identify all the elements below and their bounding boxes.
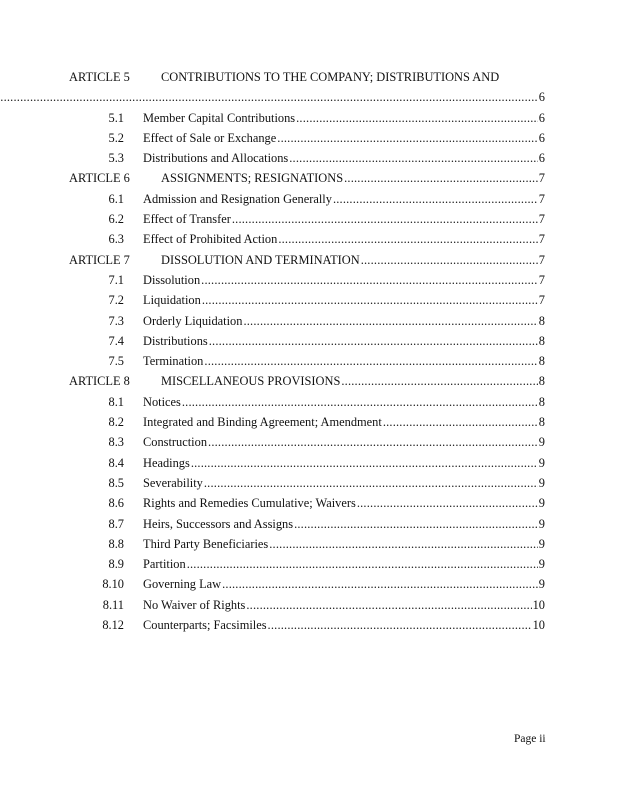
section-title: No Waiver of Rights bbox=[143, 597, 246, 612]
dot-leader bbox=[232, 209, 538, 229]
dot-leader bbox=[268, 615, 532, 635]
section-number: 6.3 bbox=[108, 232, 124, 247]
section-number: 7.4 bbox=[108, 333, 124, 348]
page-number: 8 bbox=[538, 313, 545, 328]
section-number: 8.11 bbox=[102, 597, 124, 612]
dot-leader bbox=[277, 128, 538, 148]
page-number: 6 bbox=[538, 110, 545, 125]
page-number: 9 bbox=[538, 536, 545, 551]
section-number: 8.9 bbox=[108, 557, 124, 572]
section-number: 8.7 bbox=[108, 516, 124, 531]
section-number: 8.4 bbox=[108, 455, 124, 470]
article-number: ARTICLE 8 bbox=[69, 374, 130, 389]
page-number: 9 bbox=[538, 455, 545, 470]
dot-leader bbox=[357, 493, 538, 513]
toc-section-7-3[interactable] bbox=[69, 311, 545, 331]
toc-section-8-9[interactable] bbox=[69, 554, 545, 574]
toc-section-6-3[interactable] bbox=[69, 229, 545, 249]
toc-section-8-3[interactable] bbox=[69, 432, 545, 452]
page-number: 7 bbox=[538, 293, 545, 308]
toc-section-8-7[interactable] bbox=[69, 514, 545, 534]
dot-leader bbox=[222, 574, 538, 594]
page-number: 9 bbox=[538, 435, 545, 450]
article-number: ARTICLE 7 bbox=[69, 252, 130, 267]
toc-section-5-3[interactable] bbox=[69, 148, 545, 168]
section-number: 6.1 bbox=[108, 191, 124, 206]
dot-leader bbox=[204, 473, 538, 493]
dot-leader bbox=[383, 412, 538, 432]
dot-leader bbox=[278, 229, 537, 249]
toc-article-5[interactable] bbox=[69, 67, 545, 108]
page-number: 8 bbox=[538, 374, 545, 389]
section-title: Admission and Resignation Generally bbox=[143, 191, 332, 206]
dot-leader bbox=[187, 554, 538, 574]
toc-section-6-1[interactable] bbox=[69, 189, 545, 209]
toc-article-7[interactable] bbox=[69, 250, 545, 270]
dot-leader bbox=[344, 168, 538, 188]
page-number: 10 bbox=[532, 618, 545, 633]
article-number: ARTICLE 5 bbox=[69, 70, 130, 84]
page-number: 6 bbox=[538, 151, 545, 166]
page-number: 9 bbox=[538, 577, 545, 592]
section-number: 8.3 bbox=[108, 435, 124, 450]
toc-section-8-10[interactable] bbox=[69, 574, 545, 594]
article-title: ASSIGNMENTS; RESIGNATIONS bbox=[161, 171, 344, 186]
section-number: 8.10 bbox=[102, 577, 124, 592]
page-number: 9 bbox=[538, 475, 545, 490]
dot-leader bbox=[361, 250, 538, 270]
dot-leader bbox=[202, 290, 538, 310]
section-title: Orderly Liquidation bbox=[143, 313, 243, 328]
page-number: 9 bbox=[538, 557, 545, 572]
section-title: Dissolution bbox=[143, 272, 201, 287]
dot-leader bbox=[333, 189, 538, 209]
page-number: 7 bbox=[538, 272, 545, 287]
section-title: Headings bbox=[143, 455, 190, 470]
dot-leader bbox=[246, 595, 531, 615]
dot-leader bbox=[243, 311, 537, 331]
section-title: Counterparts; Facsimiles bbox=[143, 618, 267, 633]
section-title: Effect of Sale or Exchange bbox=[143, 130, 277, 145]
page-number: 9 bbox=[538, 496, 545, 511]
toc-section-8-5[interactable] bbox=[69, 473, 545, 493]
section-title: Notices bbox=[143, 394, 181, 409]
section-title: Distributions and Allocations bbox=[143, 151, 289, 166]
toc-section-8-11[interactable] bbox=[69, 595, 545, 615]
page-number: 7 bbox=[538, 212, 545, 227]
page-number: 7 bbox=[538, 232, 545, 247]
toc-section-8-8[interactable] bbox=[69, 534, 545, 554]
dot-leader bbox=[182, 392, 538, 412]
toc-section-7-2[interactable] bbox=[69, 290, 545, 310]
section-title: Third Party Beneficiaries bbox=[143, 536, 269, 551]
section-number: 7.2 bbox=[108, 293, 124, 308]
section-number: 5.3 bbox=[108, 151, 124, 166]
toc-section-7-1[interactable] bbox=[69, 270, 545, 290]
table-of-contents bbox=[69, 67, 545, 635]
section-number: 8.8 bbox=[108, 536, 124, 551]
dot-leader bbox=[209, 331, 538, 351]
dot-leader bbox=[294, 514, 538, 534]
dot-leader bbox=[191, 453, 538, 473]
page-number: 10 bbox=[532, 597, 545, 612]
section-number: 8.2 bbox=[108, 415, 124, 430]
section-title: Rights and Remedies Cumulative; Waivers bbox=[143, 496, 356, 511]
article-title: DISSOLUTION AND TERMINATION bbox=[161, 252, 360, 267]
page-number: 7 bbox=[538, 191, 545, 206]
dot-leader bbox=[208, 432, 538, 452]
dot-leader bbox=[0, 87, 538, 107]
section-title: Liquidation bbox=[143, 293, 201, 308]
section-title: Member Capital Contributions bbox=[143, 110, 296, 125]
toc-section-7-5[interactable] bbox=[69, 351, 545, 371]
page-number: 6 bbox=[538, 90, 545, 105]
toc-section-8-12[interactable] bbox=[69, 615, 545, 635]
toc-section-7-4[interactable] bbox=[69, 331, 545, 351]
dot-leader bbox=[296, 108, 538, 128]
toc-section-8-6[interactable] bbox=[69, 493, 545, 513]
toc-article-8[interactable] bbox=[69, 371, 545, 391]
dot-leader bbox=[341, 371, 537, 391]
section-title: Effect of Transfer bbox=[143, 212, 231, 227]
toc-section-5-1[interactable] bbox=[69, 108, 545, 128]
article-number: ARTICLE 6 bbox=[69, 171, 130, 186]
section-title: Severability bbox=[143, 475, 203, 490]
page-number: 8 bbox=[538, 333, 545, 348]
section-title: Heirs, Successors and Assigns bbox=[143, 516, 294, 531]
article-title-line1: CONTRIBUTIONS TO THE COMPANY; DISTRIBUTIONS AND bbox=[161, 70, 500, 84]
toc-section-8-1[interactable] bbox=[69, 392, 545, 412]
section-title: Governing Law bbox=[143, 577, 222, 592]
section-title: Integrated and Binding Agreement; Amendment bbox=[143, 415, 382, 430]
page-footer-label: Page ii bbox=[514, 733, 546, 745]
page-number: 8 bbox=[538, 415, 545, 430]
toc-article-6[interactable] bbox=[69, 168, 545, 188]
section-number: 6.2 bbox=[108, 212, 124, 227]
dot-leader bbox=[289, 148, 538, 168]
toc-section-5-2[interactable] bbox=[69, 128, 545, 148]
page-number: 8 bbox=[538, 394, 545, 409]
toc-section-8-4[interactable] bbox=[69, 453, 545, 473]
section-title: Effect of Prohibited Action bbox=[143, 232, 278, 247]
section-number: 5.1 bbox=[108, 110, 124, 125]
dot-leader bbox=[269, 534, 538, 554]
section-number: 8.1 bbox=[108, 394, 124, 409]
section-number: 5.2 bbox=[108, 130, 124, 145]
toc-section-6-2[interactable] bbox=[69, 209, 545, 229]
section-title: Partition bbox=[143, 557, 186, 572]
page-number: 8 bbox=[538, 354, 545, 369]
section-number: 7.5 bbox=[108, 354, 124, 369]
page-number: 9 bbox=[538, 516, 545, 531]
section-number: 7.1 bbox=[108, 272, 124, 287]
section-number: 7.3 bbox=[108, 313, 124, 328]
section-number: 8.6 bbox=[108, 496, 124, 511]
section-number: 8.5 bbox=[108, 475, 124, 490]
dot-leader bbox=[201, 270, 538, 290]
page-number: 7 bbox=[538, 171, 545, 186]
article-title: MISCELLANEOUS PROVISIONS bbox=[161, 374, 341, 389]
section-title: Distributions bbox=[143, 333, 208, 348]
page-number: 6 bbox=[538, 130, 545, 145]
dot-leader bbox=[204, 351, 537, 371]
toc-section-8-2[interactable] bbox=[69, 412, 545, 432]
page-number: 7 bbox=[538, 252, 545, 267]
section-title: Termination bbox=[143, 354, 204, 369]
section-title: Construction bbox=[143, 435, 208, 450]
section-number: 8.12 bbox=[102, 618, 124, 633]
